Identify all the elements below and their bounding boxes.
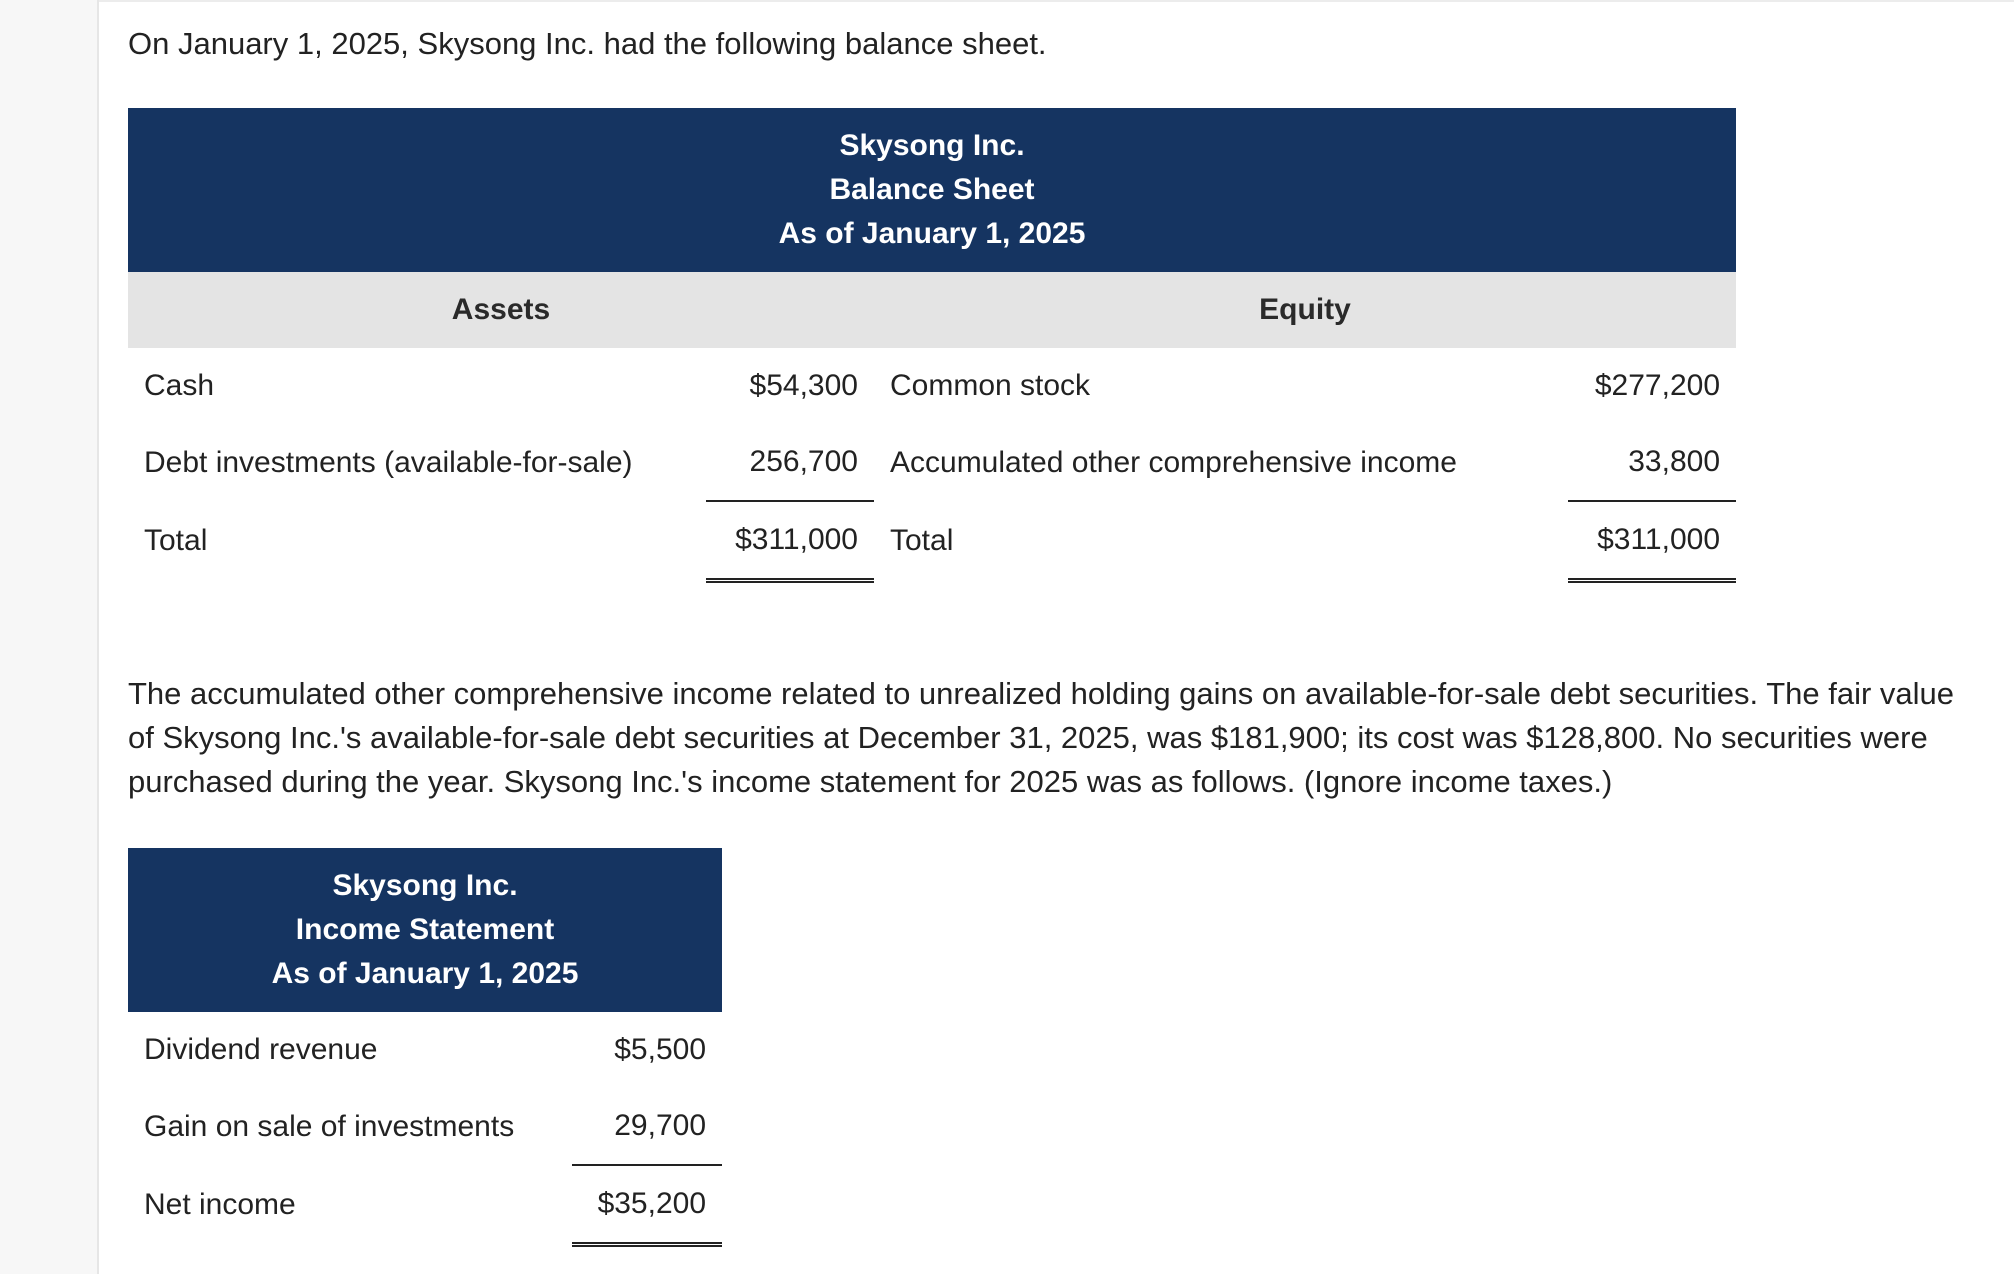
table-row bbox=[128, 1012, 722, 1088]
equity-label: Accumulated other comprehensive income bbox=[890, 445, 1457, 479]
table-row bbox=[128, 348, 1736, 424]
income-statement-table bbox=[128, 848, 722, 1247]
equity-label: Common stock bbox=[890, 369, 1091, 402]
equity-total-label: Total bbox=[890, 523, 954, 557]
income-amount: $5,500 bbox=[614, 1033, 707, 1066]
balance-sheet-table bbox=[128, 108, 1736, 583]
balance-sheet-company: Skysong Inc. bbox=[839, 129, 1025, 162]
equity-heading: Equity bbox=[874, 272, 1736, 348]
asset-amount: $54,300 bbox=[749, 369, 858, 402]
income-label: Dividend revenue bbox=[144, 1033, 378, 1066]
asset-total-amount: $311,000 bbox=[706, 501, 874, 581]
paragraph-line: of Skysong Inc.'s available-for-sale debt securities at December 31, 2025, was $181,900; its cost was $128,800. No securities were bbox=[128, 720, 1928, 755]
table-row-total bbox=[128, 501, 1736, 581]
income-statement-title: Income Statement bbox=[295, 913, 555, 946]
income-label: Gain on sale of investments bbox=[144, 1109, 515, 1143]
top-divider bbox=[99, 0, 2014, 2]
balance-sheet-title: Balance Sheet bbox=[829, 173, 1035, 206]
table-row bbox=[128, 1088, 722, 1165]
paragraph-line: purchased during the year. Skysong Inc.'s income statement for 2025 was as follows. (Ignore income taxes.) bbox=[128, 764, 1613, 799]
net-income-label: Net income bbox=[144, 1187, 296, 1221]
equity-total-amount: $311,000 bbox=[1568, 501, 1736, 581]
asset-label: Cash bbox=[144, 369, 215, 402]
balance-sheet-header bbox=[128, 108, 1736, 272]
asset-amount: 256,700 bbox=[706, 424, 874, 501]
asset-label: Debt investments (available-for-sale) bbox=[144, 445, 633, 479]
equity-amount: 33,800 bbox=[1568, 424, 1736, 501]
balance-sheet-column-headings bbox=[128, 272, 1736, 348]
table-row-total bbox=[128, 1165, 722, 1245]
income-statement-header bbox=[128, 848, 722, 1012]
question-paragraph bbox=[128, 672, 1988, 804]
income-statement-date: As of January 1, 2025 bbox=[271, 957, 579, 990]
paragraph-line: The accumulated other comprehensive income related to unrealized holding gains on available-for-sale debt securities. The fair value bbox=[128, 676, 1955, 711]
net-income-amount: $35,200 bbox=[572, 1165, 722, 1245]
assets-heading: Assets bbox=[128, 272, 874, 348]
income-amount: 29,700 bbox=[572, 1088, 722, 1165]
equity-amount: $277,200 bbox=[1594, 369, 1721, 402]
left-rail bbox=[0, 0, 99, 1274]
table-row bbox=[128, 424, 1736, 501]
balance-sheet-date: As of January 1, 2025 bbox=[778, 217, 1086, 250]
intro-text: On January 1, 2025, Skysong Inc. had the following balance sheet. bbox=[128, 26, 1047, 61]
income-statement-company: Skysong Inc. bbox=[332, 869, 518, 902]
asset-total-label: Total bbox=[144, 523, 208, 557]
